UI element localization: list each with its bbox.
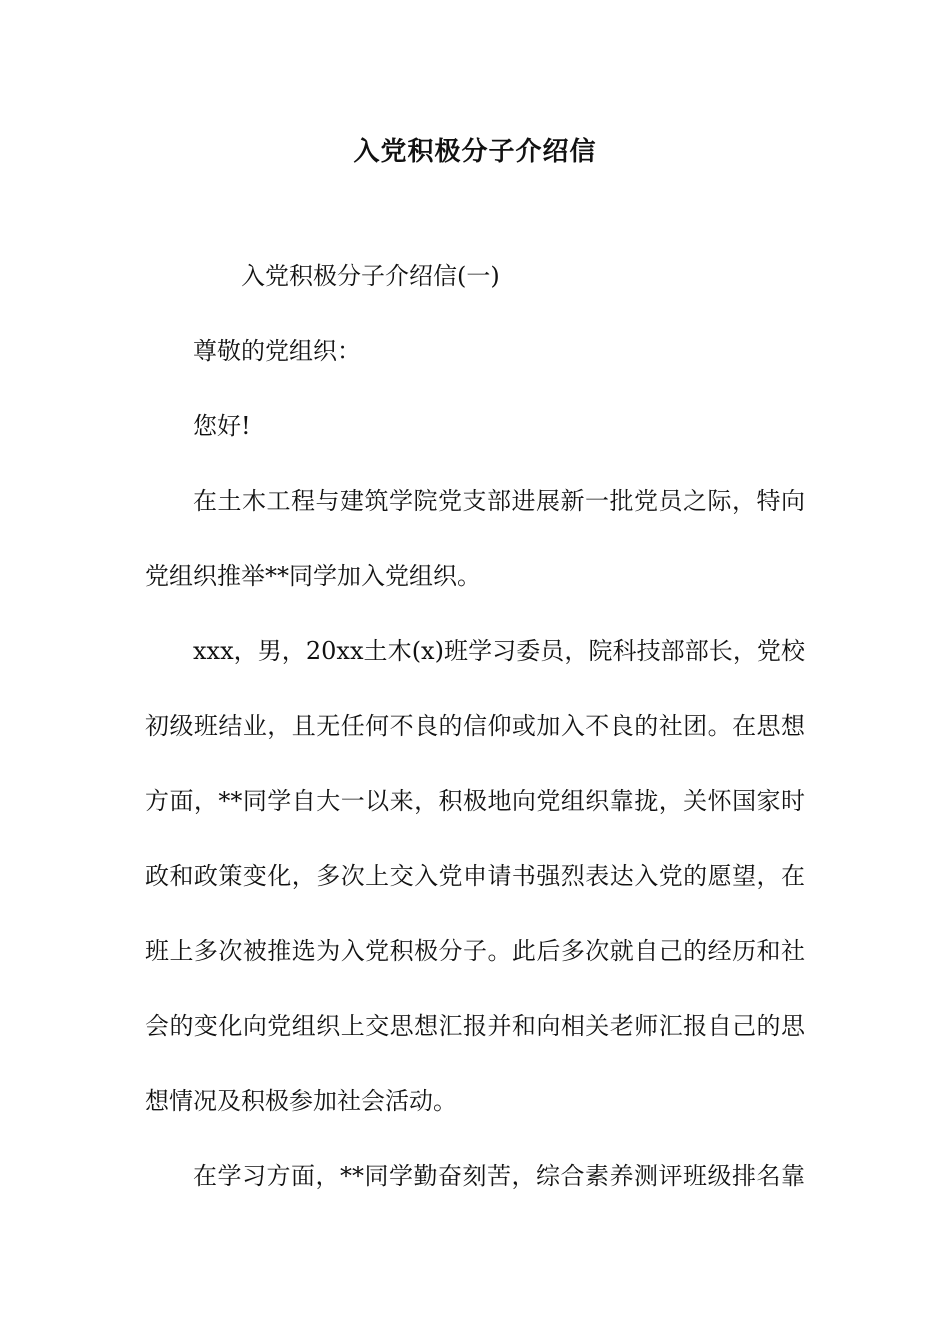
paragraph-line: 班上多次被推选为入党积极分子。此后多次就自己的经历和社 xyxy=(145,937,805,965)
paragraph-line: 政和政策变化，多次上交入党申请书强烈表达入党的愿望，在 xyxy=(145,862,805,890)
greeting: 您好! xyxy=(193,412,251,440)
paragraph-line: 方面，**同学自大一以来，积极地向党组织靠拢，关怀国家时 xyxy=(145,787,805,815)
section-heading: 入党积极分子介绍信(一) xyxy=(241,262,500,290)
paragraph-line: 会的变化向党组织上交思想汇报并和向相关老师汇报自己的思 xyxy=(145,1012,805,1040)
paragraph-line: 初级班结业，且无任何不良的信仰或加入不良的社团。在思想 xyxy=(145,712,805,740)
document-title: 入党积极分子介绍信 xyxy=(353,137,597,167)
paragraph-line: 在学习方面，**同学勤奋刻苦，综合素养测评班级排名靠 xyxy=(193,1162,805,1190)
paragraph-line: 在土木工程与建筑学院党支部进展新一批党员之际，特向 xyxy=(193,487,805,515)
paragraph-line: 想情况及积极参加社会活动。 xyxy=(145,1087,457,1115)
paragraph-line: xxx，男，20xx土木(x)班学习委员，院科技部部长，党校 xyxy=(193,637,805,665)
paragraph-line: 党组织推举**同学加入党组织。 xyxy=(145,562,481,590)
salutation: 尊敬的党组织： xyxy=(193,337,361,365)
